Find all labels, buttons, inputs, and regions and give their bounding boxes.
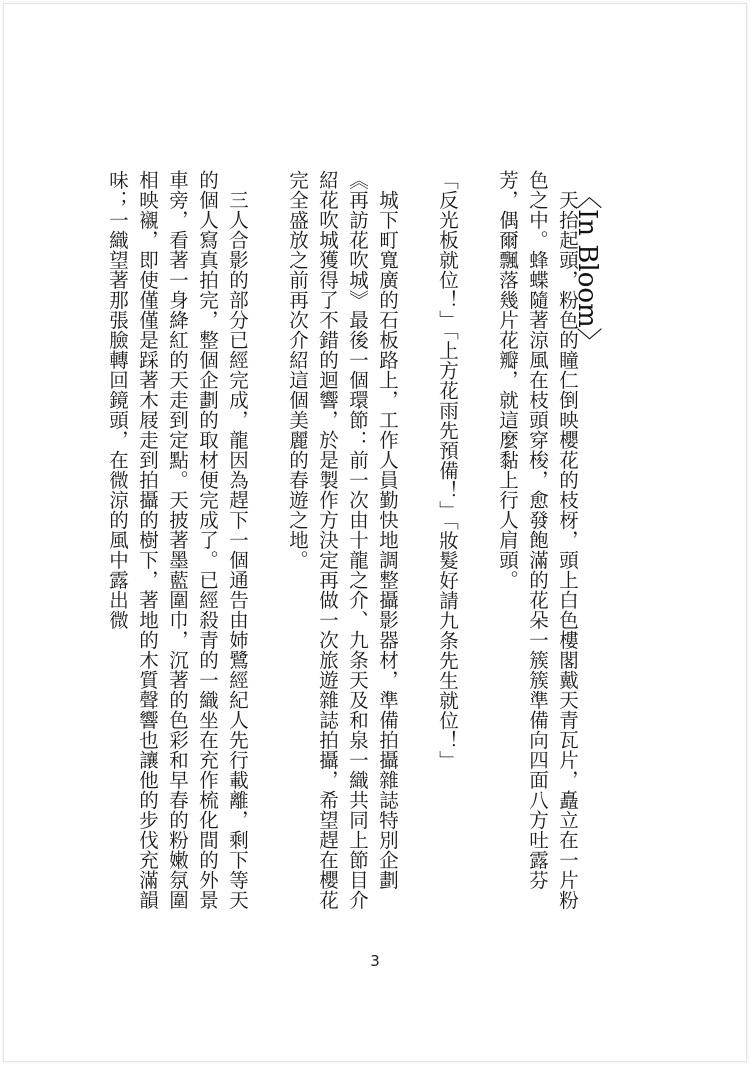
paragraph-dialogue: 「反光板就位！」「上方花雨先預備！」「妝髮好請九条先生就位！」: [436, 170, 459, 771]
paragraph-1: 天抬起頭，粉色的瞳仁倒映櫻花的枝枒，頭上白色樓閣戴天青瓦片，矗立在一片粉色之中。蜂蝶隨著涼風在枝頭穿梭，愈發飽滿的花朵一簇簇準備向四面八方吐露芬芳，偶爾飄落幾片花瓣，就這麼黏上行人肩頭。: [496, 170, 579, 910]
paragraph-2: 城下町寬廣的石板路上，工作人員勤快地調整攝影器材，準備拍攝雜誌特別企劃《再訪花吹城》最後一個環節：前一次由十龍之介、九条天及和泉一織共同上節目介紹花吹城獲得了不錯的迴響，於是製作方決定再做一次旅遊雜誌拍攝，希望趕在櫻花完全盛放之前再次介紹這個美麗的春遊之地。: [286, 170, 399, 910]
paragraph-gap: [252, 170, 282, 910]
paragraph-gap: [462, 170, 492, 910]
vertical-text-body: [102, 170, 582, 910]
chapter-title: 〈In Bloom〉: [572, 183, 602, 354]
paragraph-3: 三人合影的部分已經完成，龍因為趕下一個通告由姉鷺經紀人先行載離，剩下等天的個人寫真拍完，整個企劃的取材便完成了。已經殺青的一織坐在充作梳化間的外景車旁，看著一身絳紅的天走到定點。天披著墨藍圍巾，沉著的色彩和早春的粉嫩氛圍相映襯，即使僅僅是踩著木屐走到拍攝的樹下，著地的木質聲響也讓他的步伐充滿韻味；一織望著那張臉轉回鏡頭，在微涼的風中露出微: [106, 170, 249, 910]
page-number: 3: [370, 952, 380, 970]
paragraph-gap: [402, 170, 432, 910]
